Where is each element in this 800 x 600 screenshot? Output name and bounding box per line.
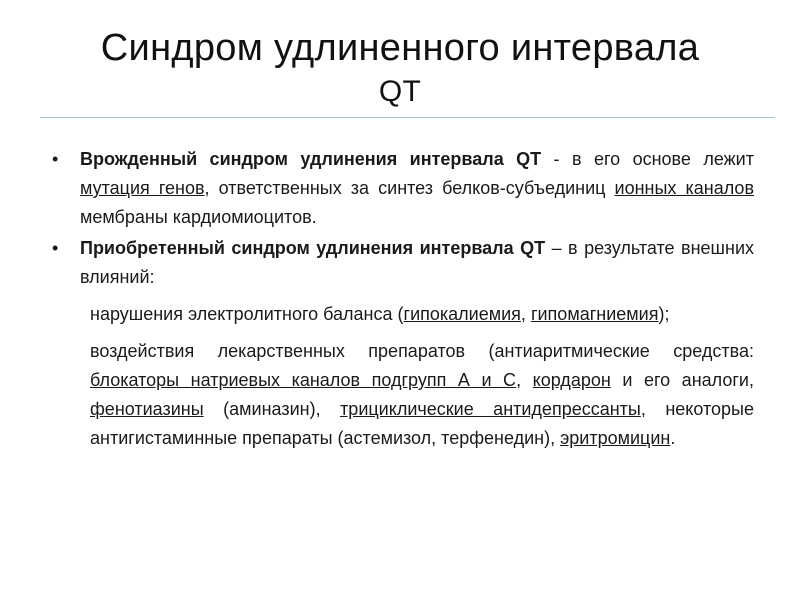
link-sodium-channel-blockers[interactable]: блокаторы натриевых каналов подгрупп А и С bbox=[90, 370, 517, 390]
link-phenothiazines[interactable]: фенотиазины bbox=[90, 399, 204, 419]
bullet-text: – в результате внешних влияний: bbox=[80, 238, 754, 287]
link-gene-mutation[interactable]: мутация генов bbox=[80, 178, 205, 198]
sub-text: воздействия лекарственных препаратов (антиаритмические средства: bbox=[90, 341, 754, 361]
title-divider bbox=[40, 117, 775, 118]
sub-text: и его аналоги, bbox=[610, 370, 754, 390]
sub-text: (аминазин), bbox=[203, 399, 341, 419]
sub-text: нарушения электролитного баланса ( bbox=[90, 304, 404, 324]
sub-text: , bbox=[520, 304, 531, 324]
sub-text: . bbox=[670, 428, 676, 448]
bullet-congenital bbox=[48, 145, 754, 232]
link-hypomagnesemia[interactable]: гипомагниемия bbox=[530, 304, 659, 324]
slide-title-line2: QT bbox=[378, 75, 422, 108]
link-cordarone[interactable]: кордарон bbox=[532, 370, 611, 390]
link-erythromycin[interactable]: эритромицин bbox=[560, 428, 671, 448]
slide-title bbox=[40, 22, 760, 110]
bullet-marker: • bbox=[52, 238, 59, 258]
link-hypokalemia[interactable]: гипокалиемия bbox=[403, 304, 521, 324]
link-tricyclic-antidepressants[interactable]: трициклические антидепрессанты bbox=[340, 399, 641, 419]
bullet-text: , ответственных за синтез белков-субъединиц bbox=[204, 178, 615, 198]
link-ion-channels[interactable]: ионных каналов bbox=[614, 178, 755, 198]
bullet-text: мембраны кардиомиоцитов. bbox=[80, 207, 317, 227]
bullet-heading: Врожденный синдром удлинения интервала QT bbox=[80, 149, 542, 169]
slide-content bbox=[48, 145, 754, 453]
bullet-marker: • bbox=[52, 149, 59, 169]
sub-item-drugs bbox=[48, 337, 754, 453]
bullet-text: - в его основе лежит bbox=[541, 149, 754, 169]
sub-text: , bbox=[516, 370, 533, 390]
bullet-heading: Приобретенный синдром удлинения интервала QT bbox=[80, 238, 546, 258]
sub-text: ); bbox=[658, 304, 670, 324]
sub-text: , некоторые антигистаминные препараты (астемизол, терфенедин), bbox=[90, 399, 754, 448]
slide-title-line1: Синдром удлиненного интервала bbox=[100, 27, 700, 69]
sub-item-electrolyte bbox=[48, 300, 754, 329]
bullet-acquired bbox=[48, 234, 754, 292]
